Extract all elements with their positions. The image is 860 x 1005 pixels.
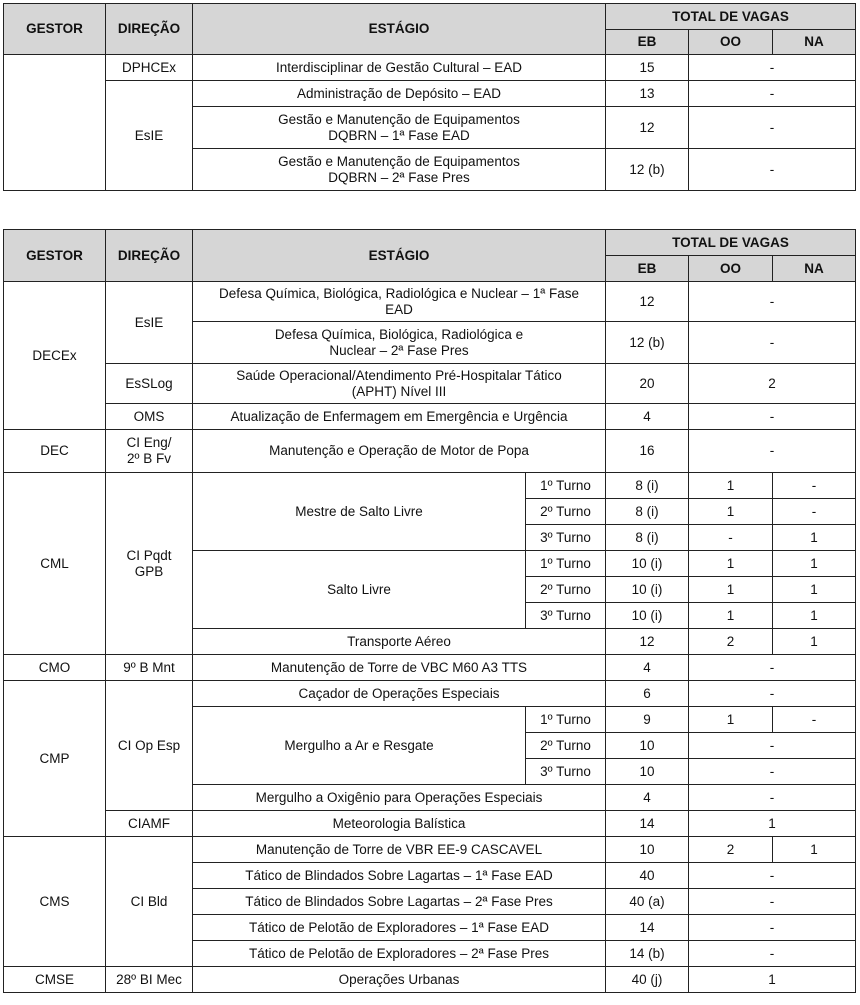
turno-cell: 1º Turno — [526, 551, 606, 577]
eb-cell: 9 — [606, 707, 689, 733]
oo-na-cell: - — [689, 733, 856, 759]
eb-cell: 10 — [606, 759, 689, 785]
oo-cell: 1 — [689, 577, 773, 603]
estagio-cell — [193, 149, 606, 191]
na-cell: 1 — [773, 837, 856, 863]
estagio-cell: Manutenção de Torre de VBR EE-9 CASCAVEL — [193, 837, 606, 863]
eb-cell: 40 (j) — [606, 967, 689, 993]
estagio-line: Gestão e Manutenção de Equipamentos — [278, 153, 520, 169]
estagio-cell: Manutenção de Torre de VBC M60 A3 TTS — [193, 655, 606, 681]
oo-na-cell: - — [689, 863, 856, 889]
vagas-table-2 — [3, 229, 856, 993]
direcao-cell — [106, 473, 193, 655]
eb-cell: 10 — [606, 733, 689, 759]
estagio-line: Defesa Química, Biológica, Radiológica e — [274, 326, 524, 342]
header-gestor: GESTOR — [4, 4, 106, 55]
eb-cell: 13 — [606, 81, 689, 107]
na-cell: 1 — [773, 603, 856, 629]
direcao-cell: DPHCEx — [106, 55, 193, 81]
estagio-line: Saúde Operacional/Atendimento Pré-Hospitalar Tático — [236, 367, 562, 383]
eb-cell: 40 (a) — [606, 889, 689, 915]
turno-cell: 2º Turno — [526, 577, 606, 603]
eb-cell: 10 — [606, 837, 689, 863]
estagio-line: DQBRN – 2ª Fase Pres — [328, 169, 470, 185]
eb-cell: 40 — [606, 863, 689, 889]
estagio-cell: Tático de Blindados Sobre Lagartas – 2ª Fase Pres — [193, 889, 606, 915]
eb-cell: 14 — [606, 811, 689, 837]
turno-cell: 2º Turno — [526, 733, 606, 759]
eb-cell: 14 (b) — [606, 941, 689, 967]
oo-na-cell: - — [689, 404, 856, 430]
eb-cell: 4 — [606, 404, 689, 430]
na-cell: - — [773, 707, 856, 733]
oo-na-cell: - — [689, 941, 856, 967]
oo-na-cell: 2 — [689, 364, 856, 404]
header-estagio: ESTÁGIO — [193, 230, 606, 282]
direcao-cell: CIAMF — [106, 811, 193, 837]
eb-cell: 12 — [606, 282, 689, 322]
turno-cell: 3º Turno — [526, 759, 606, 785]
oo-na-cell: - — [689, 785, 856, 811]
direcao-line: GPB — [134, 563, 164, 579]
turno-cell: 1º Turno — [526, 473, 606, 499]
eb-cell: 4 — [606, 785, 689, 811]
oo-cell: 1 — [689, 603, 773, 629]
gestor-cell: CMSE — [4, 967, 106, 993]
eb-cell: 12 (b) — [606, 322, 689, 364]
estagio-cell: Atualização de Enfermagem em Emergência e Urgência — [193, 404, 606, 430]
oo-na-cell: - — [689, 759, 856, 785]
header-direcao: DIREÇÃO — [106, 4, 193, 55]
estagio-cell: Tático de Pelotão de Exploradores – 2ª Fase Pres — [193, 941, 606, 967]
oo-cell: 1 — [689, 551, 773, 577]
header-na: NA — [773, 256, 856, 282]
turno-cell: 2º Turno — [526, 499, 606, 525]
estagio-cell: Tático de Blindados Sobre Lagartas – 1ª Fase EAD — [193, 863, 606, 889]
oo-cell: - — [689, 525, 773, 551]
na-cell: - — [773, 499, 856, 525]
direcao-line: 2º B Fv — [127, 451, 171, 466]
eb-cell: 12 — [606, 107, 689, 149]
eb-cell: 12 — [606, 629, 689, 655]
estagio-cell: Manutenção e Operação de Motor de Popa — [193, 430, 606, 473]
oo-cell: 1 — [689, 499, 773, 525]
header-na: NA — [773, 30, 856, 55]
eb-cell: 8 (i) — [606, 499, 689, 525]
oo-cell: 2 — [689, 837, 773, 863]
header-gestor: GESTOR — [4, 230, 106, 282]
estagio-cell: Caçador de Operações Especiais — [193, 681, 606, 707]
estagio-cell: Mergulho a Oxigênio para Operações Especiais — [193, 785, 606, 811]
direcao-cell: EsIE — [106, 81, 193, 191]
estagio-cell — [193, 107, 606, 149]
direcao-cell: 9º B Mnt — [106, 655, 193, 681]
gestor-cell: CMO — [4, 655, 106, 681]
vagas-table-1 — [3, 3, 856, 191]
direcao-cell: EsSLog — [106, 364, 193, 404]
estagio-cell: Administração de Depósito – EAD — [193, 81, 606, 107]
gestor-cell: CMS — [4, 837, 106, 967]
eb-cell: 10 (i) — [606, 603, 689, 629]
direcao-cell: CI Op Esp — [106, 681, 193, 811]
header-estagio: ESTÁGIO — [193, 4, 606, 55]
eb-cell: 12 (b) — [606, 149, 689, 191]
estagio-cell: Mestre de Salto Livre — [193, 473, 526, 551]
gestor-cell: DECEx — [4, 282, 106, 430]
direcao-cell: 28º BI Mec — [106, 967, 193, 993]
header-total-vagas: TOTAL DE VAGAS — [606, 230, 856, 256]
estagio-cell — [193, 282, 606, 322]
eb-cell: 8 (i) — [606, 473, 689, 499]
turno-cell: 1º Turno — [526, 707, 606, 733]
turno-cell: 3º Turno — [526, 603, 606, 629]
estagio-line: Defesa Química, Biológica, Radiológica e Nuclear – 1ª Fase — [219, 285, 579, 301]
estagio-line: EAD — [385, 301, 413, 317]
oo-na-cell: - — [689, 55, 856, 81]
oo-na-cell: 1 — [689, 967, 856, 993]
oo-na-cell: - — [689, 655, 856, 681]
header-total-vagas: TOTAL DE VAGAS — [606, 4, 856, 30]
oo-cell: 2 — [689, 629, 773, 655]
estagio-cell: Tático de Pelotão de Exploradores – 1ª Fase EAD — [193, 915, 606, 941]
estagio-line: Nuclear – 2ª Fase Pres — [329, 342, 469, 358]
na-cell: 1 — [773, 577, 856, 603]
oo-na-cell: - — [689, 282, 856, 322]
turno-cell: 3º Turno — [526, 525, 606, 551]
direcao-cell: CI Bld — [106, 837, 193, 967]
direcao-line: CI Pqdt — [126, 547, 172, 563]
na-cell: 1 — [773, 551, 856, 577]
estagio-line: Gestão e Manutenção de Equipamentos — [278, 111, 520, 127]
eb-cell: 16 — [606, 430, 689, 473]
estagio-cell: Interdisciplinar de Gestão Cultural – EAD — [193, 55, 606, 81]
estagio-cell — [193, 322, 606, 364]
eb-cell: 4 — [606, 655, 689, 681]
oo-na-cell: - — [689, 915, 856, 941]
estagio-line: DQBRN – 1ª Fase EAD — [328, 127, 470, 143]
direcao-cell — [106, 430, 193, 473]
gestor-cell: CML — [4, 473, 106, 655]
estagio-cell: Meteorologia Balística — [193, 811, 606, 837]
estagio-cell — [193, 364, 606, 404]
header-eb: EB — [606, 30, 689, 55]
eb-cell: 10 (i) — [606, 577, 689, 603]
oo-na-cell: - — [689, 149, 856, 191]
gestor-cell-empty — [4, 55, 106, 191]
header-oo: OO — [689, 30, 773, 55]
eb-cell: 20 — [606, 364, 689, 404]
estagio-cell: Transporte Aéreo — [193, 629, 606, 655]
header-eb: EB — [606, 256, 689, 282]
eb-cell: 10 (i) — [606, 551, 689, 577]
oo-na-cell: - — [689, 681, 856, 707]
estagio-cell: Operações Urbanas — [193, 967, 606, 993]
estagio-cell: Salto Livre — [193, 551, 526, 629]
oo-na-cell: - — [689, 322, 856, 364]
eb-cell: 15 — [606, 55, 689, 81]
oo-na-cell: 1 — [689, 811, 856, 837]
direcao-line: CI Eng/ — [126, 435, 172, 450]
gestor-cell: DEC — [4, 430, 106, 473]
oo-na-cell: - — [689, 107, 856, 149]
oo-na-cell: - — [689, 430, 856, 473]
header-direcao: DIREÇÃO — [106, 230, 193, 282]
eb-cell: 8 (i) — [606, 525, 689, 551]
eb-cell: 14 — [606, 915, 689, 941]
oo-cell: 1 — [689, 707, 773, 733]
direcao-cell: OMS — [106, 404, 193, 430]
na-cell: - — [773, 473, 856, 499]
na-cell: 1 — [773, 629, 856, 655]
oo-na-cell: - — [689, 81, 856, 107]
gestor-cell: CMP — [4, 681, 106, 837]
eb-cell: 6 — [606, 681, 689, 707]
oo-cell: 1 — [689, 473, 773, 499]
direcao-cell: EsIE — [106, 282, 193, 364]
estagio-line: (APHT) Nível III — [351, 383, 447, 399]
oo-na-cell: - — [689, 889, 856, 915]
estagio-cell: Mergulho a Ar e Resgate — [193, 707, 526, 785]
na-cell: 1 — [773, 525, 856, 551]
header-oo: OO — [689, 256, 773, 282]
